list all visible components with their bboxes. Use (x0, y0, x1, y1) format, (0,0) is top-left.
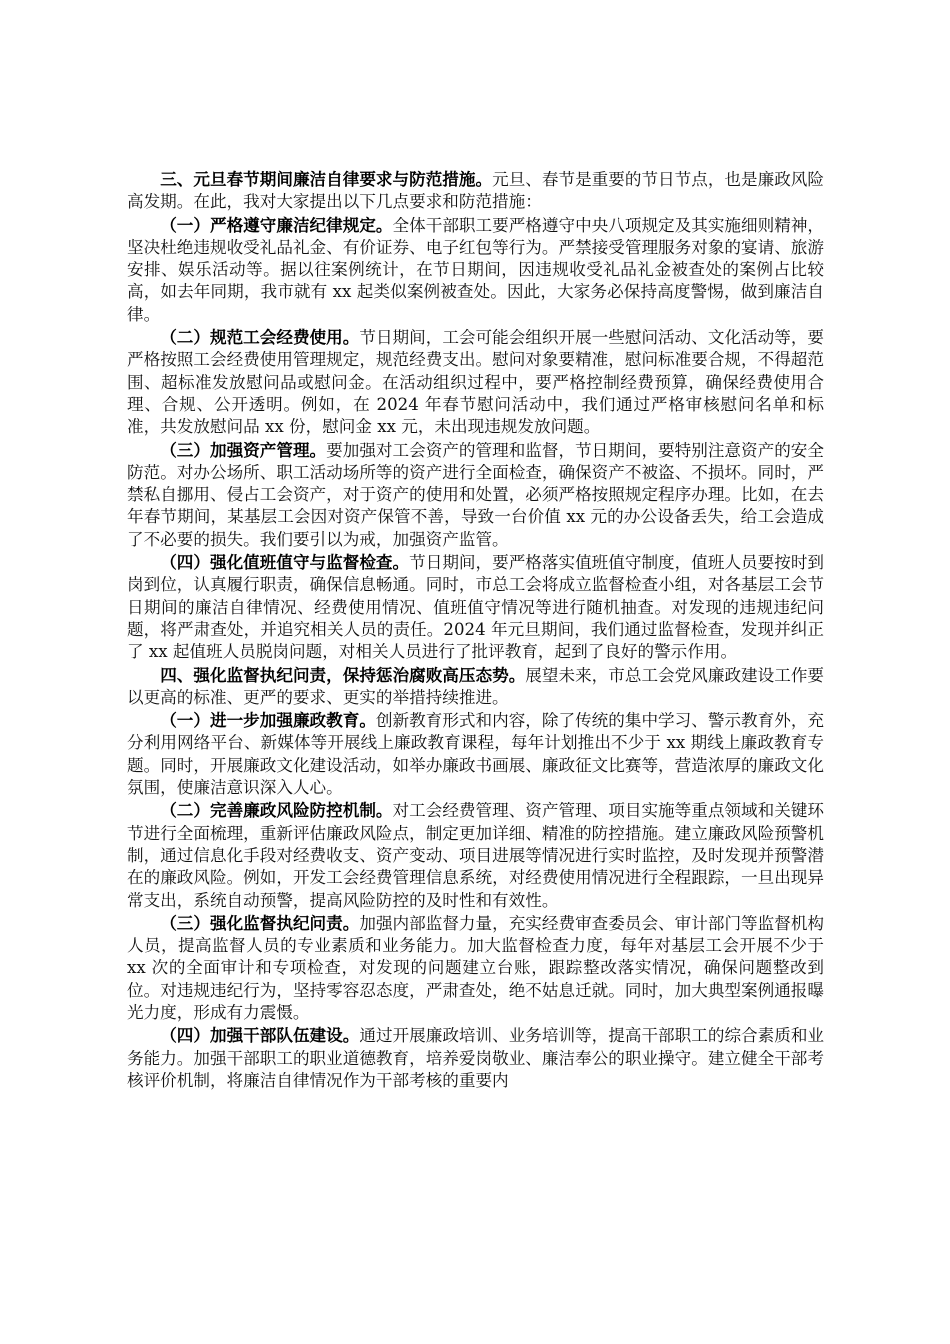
subsection-heading: （二）完善廉政风险防控机制。 (160, 800, 393, 821)
paragraph-3-1 (127, 214, 824, 326)
paragraph-4-3 (127, 912, 824, 1024)
paragraph-text: 要加强对工会资产的管理和监督，节日期间，要特别注意资产的安全防范。对办公场所、职工活动场所等的资产进行全面检查，确保资产不被盗、不损坏。同时，严禁私自挪用、侵占工会资产，对于资产的使用和处置，必须严格按照规定程序办理。比如，在去年春节期间，某基层工会因对资产保管不善，导致一台价值 xx 元的办公设备丢失，给工会造成了不必要的损失。我们要引以为戒，加强资产监管。 (127, 440, 824, 549)
paragraph-section-4 (127, 664, 824, 710)
paragraph-text: 通过开展廉政培训、业务培训等，提高干部职工的综合素质和业务能力。加强干部职工的职业道德教育，培养爱岗敬业、廉洁奉公的职业操守。建立健全干部考核评价机制，将廉洁自律情况作为干部考核的重要内 (127, 1026, 825, 1090)
paragraph-text: 展望未来，市总工会党风廉政建设工作要以更高的标准、更严的要求、更实的举措持续推进。 (127, 665, 825, 707)
paragraph-4-2 (127, 799, 824, 911)
subsection-heading: （三）强化监督执纪问责。 (160, 912, 360, 933)
subsection-heading: （三）加强资产管理。 (160, 439, 327, 460)
paragraph-text: 节日期间，要严格落实值班值守制度，值班人员要按时到岗到位，认真履行职责，确保信息畅通。同时，市总工会将成立监督检查小组，对各基层工会节日期间的廉洁自律情况、经费使用情况、值班值守情况等进行随机抽查。对发现的违规违纪问题，将严肃查处，并追究相关人员的责任。2024 年元旦期间，我们通过监督检查，发现并纠正了 xx 起值班人员脱岗问题，对相关人员进行了批评教育，起到了良好的警示作用。 (127, 553, 825, 662)
paragraph-4-4 (127, 1024, 824, 1092)
paragraph-text: 对工会经费管理、资产管理、项目实施等重点领域和关键环节进行全面梳理，重新评估廉政风险点，制定更加详细、精准的防控措施。建立廉政风险预警机制，通过信息化手段对经费收支、资产变动、项目进展等情况进行实时监控，及时发现并预警潜在的廉政风险。例如，开发工会经费管理信息系统，对经费使用情况进行全程跟踪，一旦出现异常支出，系统自动预警，提高风险防控的及时性和有效性。 (127, 801, 825, 910)
subsection-heading: （四）强化值班值守与监督检查。 (160, 552, 410, 573)
subsection-heading: （四）加强干部队伍建设。 (160, 1025, 360, 1046)
subsection-heading: （一）进一步加强廉政教育。 (160, 710, 376, 731)
paragraph-text: 创新教育形式和内容，除了传统的集中学习、警示教育外，充分利用网络平台、新媒体等开展线上廉政教育课程，每年计划推出不少于 xx 期线上廉政教育专题。同时，开展廉政文化建设活动，如举办廉政书画展、廉政征文比赛等，营造浓厚的廉政文化氛围，使廉洁意识深入人心。 (127, 711, 825, 798)
paragraph-3-2 (127, 326, 824, 438)
paragraph-text: 全体干部职工要严格遵守中央八项规定及其实施细则精神，坚决杜绝违规收受礼品礼金、有价证券、电子红包等行为。严禁接受管理服务对象的宴请、旅游安排、娱乐活动等。据以往案例统计，在节日期间，因违规收受礼品礼金被查处的案例占比较高，如去年同期，我市就有 xx 起类似案例被查处。因此，大家务必保持高度警惕，做到廉洁自律。 (127, 215, 825, 324)
paragraph-3-3 (127, 439, 824, 551)
paragraph-section-3 (127, 168, 824, 214)
paragraph-text: 加强内部监督力量，充实经费审查委员会、审计部门等监督机构人员，提高监督人员的专业素质和业务能力。加大监督检查力度，每年对基层工会开展不少于 xx 次的全面审计和专项检查，对发现的问题建立台账，跟踪整改落实情况，确保问题整改到位。对违规违纪行为，坚持零容忍态度，严肃查处，绝不姑息迁就。同时，加大典型案例通报曝光力度，形成有力震慑。 (127, 913, 825, 1022)
document-body (127, 168, 824, 1092)
paragraph-text: 元旦、春节是重要的节日节点，也是廉政风险高发期。在此，我对大家提出以下几点要求和防范措施： (127, 170, 824, 212)
paragraph-3-4 (127, 551, 824, 663)
paragraph-text: 节日期间，工会可能会组织开展一些慰问活动、文化活动等，要严格按照工会经费使用管理规定，规范经费支出。慰问对象要精准，慰问标准要合规，不得超范围、超标准发放慰问品或慰问金。在活动组织过程中，要严格控制经费预算，确保经费使用合理、合规、公开透明。例如，在 2024 年春节慰问活动中，我们通过严格审核慰问名单和标准，共发放慰问品 xx 份，慰问金 xx 元，未出现违规发放问题。 (127, 328, 825, 437)
subsection-heading: （一）严格遵守廉洁纪律规定。 (160, 214, 393, 235)
section-heading: 三、元旦春节期间廉洁自律要求与防范措施。 (160, 169, 493, 189)
subsection-heading: （二）规范工会经费使用。 (160, 327, 360, 348)
paragraph-4-1 (127, 709, 824, 799)
section-heading: 四、强化监督执纪问责，保持惩治腐败高压态势。 (160, 664, 526, 685)
